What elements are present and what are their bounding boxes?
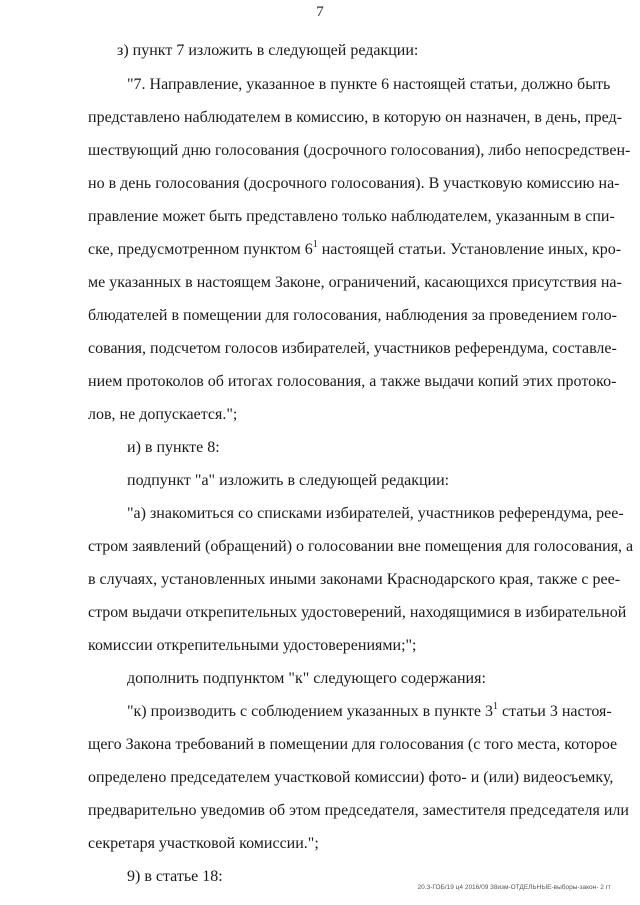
text-line: подпункт "а" изложить в следующей редакции: xyxy=(127,472,450,489)
text-line: нием протоколов об итогах голосования, а также выдачи копий этих протоко- xyxy=(88,373,617,390)
text-line: "7. Направление, указанное в пункте 6 настоящей статьи, должно быть xyxy=(127,76,611,93)
text-line: комиссии открепительными удостоверениями;"; xyxy=(88,637,417,654)
text-line: в случаях, установленных иными законами Краснодарского края, также с рее- xyxy=(88,571,621,588)
text-line: ме указанных в настоящем Законе, ограничений, касающихся присутствия на- xyxy=(88,274,622,291)
superscript: 1 xyxy=(492,701,498,712)
text-line: ске, предусмотренном пунктом $6^1$ настоящей статьи. Установление иных, кро- xyxy=(88,239,622,258)
text-line: шествующий дню голосования (досрочного голосования), либо непосредствен- xyxy=(88,142,631,159)
text-line: стром заявлений (обращений) о голосовании вне помещения для голосования, а xyxy=(88,538,634,555)
text-line: но в день голосования (досрочного голосования). В участковую комиссию на- xyxy=(88,175,620,192)
text-line: определено председателем участковой комиссии) фото- и (или) видеосъемку, xyxy=(88,769,614,786)
text-line: и) в пункте 8: xyxy=(127,439,220,456)
text-line: представлено наблюдателем в комиссию, в которую он назначен, в день, пред- xyxy=(88,109,622,126)
text-line: блюдателей в помещении для голосования, наблюдения за проведением голо- xyxy=(88,307,617,324)
superscript: 1 xyxy=(312,239,318,250)
text-line: сования, подсчетом голосов избирателей, участников референдума, составле- xyxy=(88,340,617,357)
text-line: стром выдачи открепительных удостоверений, находящимися в избирательной xyxy=(88,604,627,621)
page-number: 7 xyxy=(316,4,324,20)
text-line: "к) производить с соблюдением указанных в пункте $3^1$ статьи 3 настоя- xyxy=(127,701,612,720)
text-line: секретаря участковой комиссии."; xyxy=(88,835,319,852)
text-line: лов, не допускается."; xyxy=(88,406,238,423)
text-line: дополнить подпунктом "к" следующего содержания: xyxy=(127,670,486,687)
text-line: з) пункт 7 изложить в следующей редакции: xyxy=(117,42,419,59)
footer-file-reference: 20.3-ГОБ/19 ц4 2016/09 38изм-ОТДЕЛЬНЫЕ-выборы-закон- 2 гт xyxy=(417,884,611,891)
text-line: 9) в статье 18: xyxy=(127,868,223,885)
text-line: правление может быть представлено только наблюдателем, указанным в спи- xyxy=(88,208,615,225)
text-line: предварительно уведомив об этом председателя, заместителя председателя или xyxy=(88,802,629,819)
text-line: щего Закона требований в помещении для голосования (с того места, которое xyxy=(88,736,618,753)
text-line: "а) знакомиться со списками избирателей, участников референдума, рее- xyxy=(127,505,624,522)
